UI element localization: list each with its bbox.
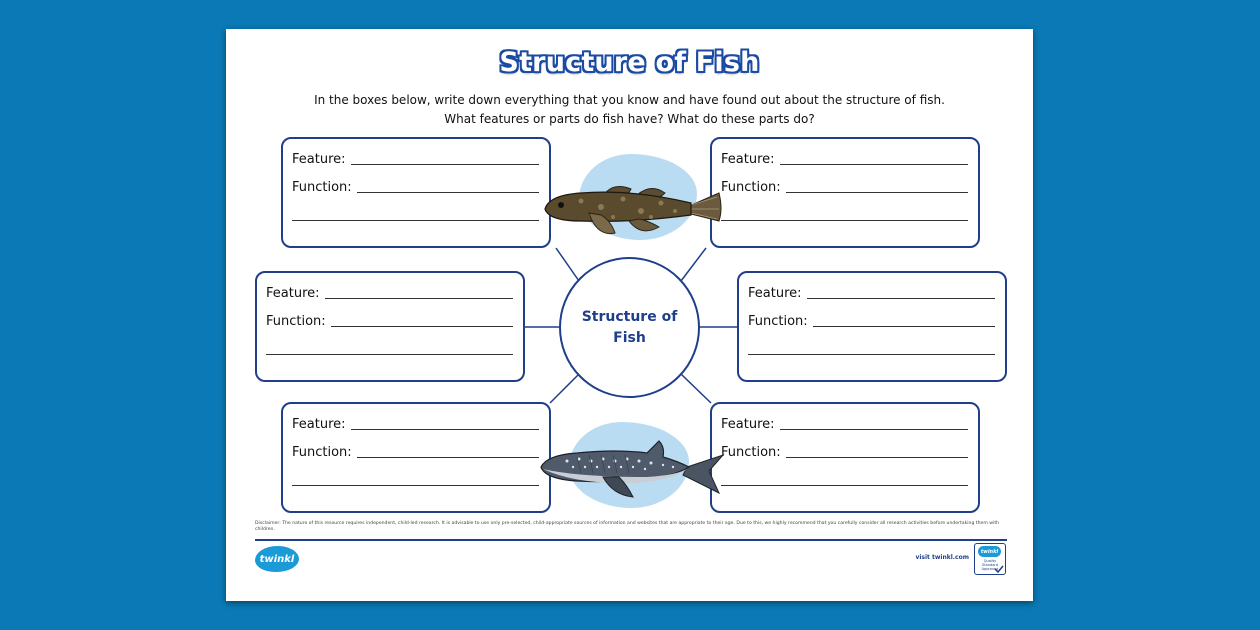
center-topic-circle [559, 257, 700, 398]
extra-answer-line[interactable] [721, 484, 968, 486]
feature-row [721, 150, 968, 167]
extra-answer-line[interactable] [292, 219, 539, 221]
feature-answer-line[interactable] [780, 163, 968, 165]
visit-link[interactable]: visit twinkl.com [915, 554, 969, 561]
feature-label: Feature: [292, 152, 346, 167]
checkmark-icon [994, 565, 1004, 573]
feature-answer-line[interactable] [780, 428, 968, 430]
connector-top-left [556, 248, 579, 281]
worksheet-page [226, 29, 1033, 601]
extra-row [292, 206, 539, 223]
feature-box-middle-left [255, 271, 525, 382]
function-answer-line[interactable] [813, 325, 995, 327]
function-row [292, 443, 539, 460]
function-answer-line[interactable] [786, 191, 968, 193]
feature-answer-line[interactable] [325, 297, 513, 299]
extra-answer-line[interactable] [748, 353, 995, 355]
function-row [721, 178, 968, 195]
feature-box-top-right [710, 137, 980, 248]
badge-text: Quality Standard Approved [981, 559, 999, 571]
feature-label: Feature: [721, 417, 775, 432]
function-answer-line[interactable] [331, 325, 513, 327]
whale-shark-illustration [537, 437, 725, 499]
feature-row [721, 415, 968, 432]
connector-bottom-right [681, 374, 711, 403]
function-label: Function: [721, 180, 781, 195]
badge-logo-text: twinkl [980, 548, 999, 555]
extra-answer-line[interactable] [266, 353, 513, 355]
function-answer-line[interactable] [357, 191, 539, 193]
feature-box-bottom-right [710, 402, 980, 513]
function-answer-line[interactable] [357, 456, 539, 458]
feature-row [748, 284, 995, 301]
extra-answer-line[interactable] [721, 219, 968, 221]
function-row [721, 443, 968, 460]
connector-bottom-left [550, 374, 579, 403]
extra-row [266, 340, 513, 357]
footer-divider [255, 539, 1007, 541]
center-topic-label: Structure of Fish [581, 308, 678, 346]
feature-label: Feature: [748, 286, 802, 301]
function-row [266, 312, 513, 329]
feature-answer-line[interactable] [351, 428, 539, 430]
function-label: Function: [748, 314, 808, 329]
feature-label: Feature: [266, 286, 320, 301]
function-row [292, 178, 539, 195]
feature-box-middle-right [737, 271, 1007, 382]
function-label: Function: [292, 180, 352, 195]
extra-answer-line[interactable] [292, 484, 539, 486]
function-row [748, 312, 995, 329]
extra-row [292, 471, 539, 488]
twinkl-logo[interactable] [255, 546, 299, 572]
feature-answer-line[interactable] [351, 163, 539, 165]
badge-logo [978, 546, 1001, 557]
feature-row [266, 284, 513, 301]
extra-row [721, 471, 968, 488]
feature-box-bottom-left [281, 402, 551, 513]
instruction-line-1: In the boxes below, write down everything that you know and have found out about the structure of fish. [314, 93, 945, 107]
instruction-line-2: What features or parts do fish have? What do these parts do? [444, 112, 815, 126]
goby-fish-illustration [541, 177, 723, 241]
feature-row [292, 150, 539, 167]
twinkl-logo-text: twinkl [259, 553, 295, 565]
feature-answer-line[interactable] [807, 297, 995, 299]
feature-row [292, 415, 539, 432]
disclaimer-text: Disclaimer: The nature of this resource requires independent, child-led research. It is advisable to use only pre-selected, child-appropriate sources of information and websites that are appropriate to their age. Due to this, we highly recommend that you carefully consider all research activities before undertaking them with children. [255, 521, 1000, 532]
function-label: Function: [266, 314, 326, 329]
connector-top-right [681, 248, 706, 281]
worksheet-title: Structure of Fish [499, 47, 760, 78]
quality-badge [974, 543, 1006, 575]
function-label: Function: [721, 445, 781, 460]
extra-row [748, 340, 995, 357]
function-answer-line[interactable] [786, 456, 968, 458]
feature-box-top-left [281, 137, 551, 248]
feature-label: Feature: [721, 152, 775, 167]
extra-row [721, 206, 968, 223]
function-label: Function: [292, 445, 352, 460]
feature-label: Feature: [292, 417, 346, 432]
